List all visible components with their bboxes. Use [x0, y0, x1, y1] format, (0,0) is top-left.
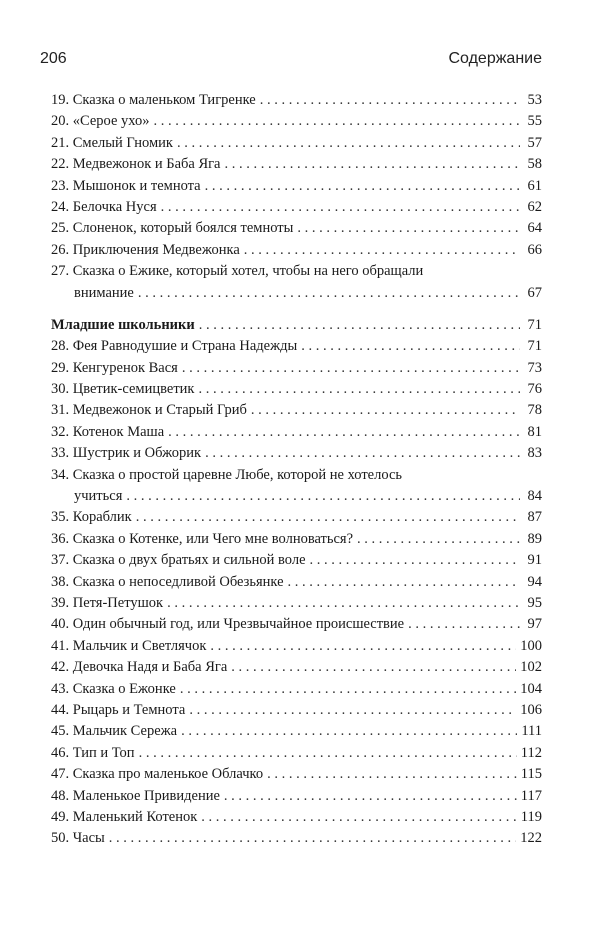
dot-leader: [224, 786, 517, 807]
toc-entry: [51, 400, 542, 421]
toc-entry-title: 21. Смелый Гномик: [51, 134, 173, 151]
dot-leader: [310, 550, 520, 571]
toc-entry: [51, 786, 542, 807]
toc-page-number: 73: [527, 359, 542, 376]
toc-entry-title: 40. Один обычный год, или Чрезвычайное происшествие: [51, 616, 405, 633]
toc-page-number: 83: [527, 445, 542, 462]
toc-page-number: 94: [527, 573, 542, 590]
toc-entry: [51, 111, 542, 132]
dot-leader: [205, 443, 520, 464]
toc-entry: [51, 422, 542, 443]
section-heading-title: Младшие школьники: [51, 316, 195, 333]
toc-page-number: 112: [520, 744, 542, 761]
toc-page-number: 64: [527, 220, 542, 237]
toc-entry: [51, 336, 542, 357]
toc-page-number: 111: [521, 723, 542, 740]
dot-leader: [301, 336, 520, 357]
toc-entry-title: 30. Цветик-семицветик: [51, 381, 195, 398]
toc-entry: [51, 240, 542, 261]
page-number: 206: [40, 50, 67, 67]
dot-leader: [225, 154, 521, 175]
dot-leader: [168, 422, 520, 443]
dot-leader: [408, 614, 520, 635]
toc-page-number: 55: [527, 113, 542, 130]
dot-leader: [297, 218, 520, 239]
toc-group-schoolchildren-1: [51, 336, 542, 464]
toc-entry-title: 19. Сказка о маленьком Тигренке: [51, 92, 256, 108]
toc-page-number: 58: [527, 156, 542, 173]
toc-entry-title: 41. Мальчик и Светлячок: [51, 637, 207, 654]
toc-entry-title: 46. Тип и Топ: [51, 744, 135, 761]
toc-page-number: 91: [527, 552, 542, 569]
toc-page-number: 76: [527, 381, 542, 398]
toc-page-number: 97: [527, 616, 542, 633]
toc-entry: [51, 764, 542, 785]
toc-entry: [51, 572, 542, 593]
table-of-contents: [51, 90, 542, 850]
dot-leader: [138, 283, 520, 304]
dot-leader: [139, 743, 517, 764]
toc-entry-title: 35. Кораблик: [51, 509, 132, 526]
toc-entry-title: 20. «Серое ухо»: [51, 113, 150, 130]
toc-entry-title: 26. Приключения Медвежонка: [51, 241, 240, 258]
running-head: [40, 50, 542, 68]
dot-leader: [180, 679, 516, 700]
toc-entry: [51, 154, 542, 175]
toc-page-number: 78: [527, 402, 542, 419]
toc-entry-title: 43. Сказка о Ежонке: [51, 680, 176, 697]
dot-leader: [199, 315, 520, 336]
dot-leader: [181, 721, 517, 742]
dot-leader: [260, 90, 520, 111]
toc-entry: [51, 828, 542, 849]
toc-entry-title: 28. Фея Равнодушие и Страна Надежды: [51, 338, 298, 355]
toc-page-number: 102: [520, 659, 542, 676]
toc-entry-title: 44. Рыцарь и Темнота: [51, 701, 186, 718]
toc-entry-27-line2: внимание . . . 67: [51, 283, 542, 304]
toc-page-number: 89: [527, 530, 542, 547]
toc-entry-title: 47. Сказка про маленькое Облачко: [51, 766, 264, 783]
toc-entry-title: 32. Котенок Маша: [51, 423, 165, 440]
toc-page-number: 71: [527, 316, 542, 333]
toc-page-number: 115: [520, 766, 542, 783]
toc-entry-27-line1: 27. Сказка о Ежике, который хотел, чтобы на него обращали: [51, 263, 424, 280]
toc-entry-title: 38. Сказка о непоседливой Обезьянке: [51, 573, 284, 590]
toc-entry-title: 45. Мальчик Сережа: [51, 723, 178, 740]
toc-entry-title: 22. Медвежонок и Баба Яга: [51, 156, 221, 173]
toc-entry: [51, 657, 542, 678]
dot-leader: [201, 807, 517, 828]
toc-entry: [51, 721, 542, 742]
dot-leader: [244, 240, 520, 261]
toc-entry-title: 23. Мышонок и темнота: [51, 177, 201, 194]
dot-leader: [210, 636, 516, 657]
dot-leader: [167, 593, 520, 614]
toc-page-number: 61: [527, 177, 542, 194]
toc-page-number: 122: [520, 830, 542, 847]
toc-entry-title: 36. Сказка о Котенке, или Чего мне волноваться?: [51, 530, 354, 547]
toc-page-number: 84: [527, 488, 542, 505]
dot-leader: [357, 529, 520, 550]
dot-leader: [161, 197, 520, 218]
dot-leader: [205, 176, 520, 197]
toc-entry: [51, 529, 542, 550]
dot-leader: [231, 657, 516, 678]
toc-page-number: 117: [520, 787, 542, 804]
toc-entry: [51, 679, 542, 700]
toc-entry-34-line2: учиться . . . 84: [51, 486, 542, 507]
toc-section-heading: [51, 315, 542, 336]
toc-entry: [51, 743, 542, 764]
toc-entry: [51, 218, 542, 239]
toc-page-number: 119: [520, 808, 542, 825]
toc-page-number: 106: [520, 701, 542, 718]
toc-entry-title: 37. Сказка о двух братьях и сильной воле: [51, 552, 306, 569]
dot-leader: [109, 828, 516, 849]
section-gap: [51, 304, 542, 315]
toc-entry: [51, 358, 542, 379]
dot-leader: [251, 400, 520, 421]
dot-leader: [153, 111, 520, 132]
toc-page-number: 71: [527, 338, 542, 355]
toc-group-preschool: [51, 90, 542, 261]
toc-entry: [51, 636, 542, 657]
toc-entry-title: 33. Шустрик и Обжорик: [51, 445, 202, 462]
section-title: Содержание: [448, 50, 542, 67]
dot-leader: [189, 700, 516, 721]
dot-leader: [177, 133, 520, 154]
toc-page-number: 53: [527, 92, 542, 108]
dot-leader: [267, 764, 517, 785]
toc-entry: [51, 133, 542, 154]
dot-leader: [182, 358, 520, 379]
toc-entry: [51, 197, 542, 218]
toc-entry-title: 29. Кенгуренок Вася: [51, 359, 178, 376]
toc-entry-title: 39. Петя-Петушок: [51, 594, 164, 611]
toc-page-number: 95: [527, 594, 542, 611]
toc-page-number: 66: [527, 241, 542, 258]
toc-entry-title: 50. Часы: [51, 830, 105, 847]
toc-entry: [51, 443, 542, 464]
toc-entry: [51, 507, 542, 528]
toc-entry: [51, 614, 542, 635]
toc-group-schoolchildren-2: [51, 507, 542, 849]
toc-entry-title: 48. Маленькое Привидение: [51, 787, 220, 804]
toc-page-number: 67: [527, 284, 542, 301]
dot-leader: [126, 486, 520, 507]
toc-entry: [51, 90, 542, 111]
toc-entry-title: 25. Слоненок, который боялся темноты: [51, 220, 294, 237]
toc-entry: [51, 700, 542, 721]
toc-page-number: 87: [527, 509, 542, 526]
toc-entry: [51, 593, 542, 614]
toc-entry: [51, 176, 542, 197]
toc-entry: [51, 807, 542, 828]
toc-page-number: 104: [520, 680, 542, 697]
toc-entry-title: 24. Белочка Нуся: [51, 198, 157, 215]
dot-leader: [198, 379, 520, 400]
toc-entry: [51, 550, 542, 571]
toc-entry: [51, 379, 542, 400]
toc-page-number: 62: [527, 198, 542, 215]
toc-entry-title: 49. Маленький Котенок: [51, 808, 198, 825]
toc-entry-title: 42. Девочка Надя и Баба Яга: [51, 659, 228, 676]
dot-leader: [136, 507, 520, 528]
toc-page-number: 81: [527, 423, 542, 440]
dot-leader: [288, 572, 520, 593]
toc-page-number: 100: [520, 637, 542, 654]
toc-entry-title: 31. Медвежонок и Старый Гриб: [51, 402, 247, 419]
toc-page-number: 57: [527, 134, 542, 151]
toc-entry-34-line1: 34. Сказка о простой царевне Любе, которой не хотелось: [51, 466, 402, 483]
